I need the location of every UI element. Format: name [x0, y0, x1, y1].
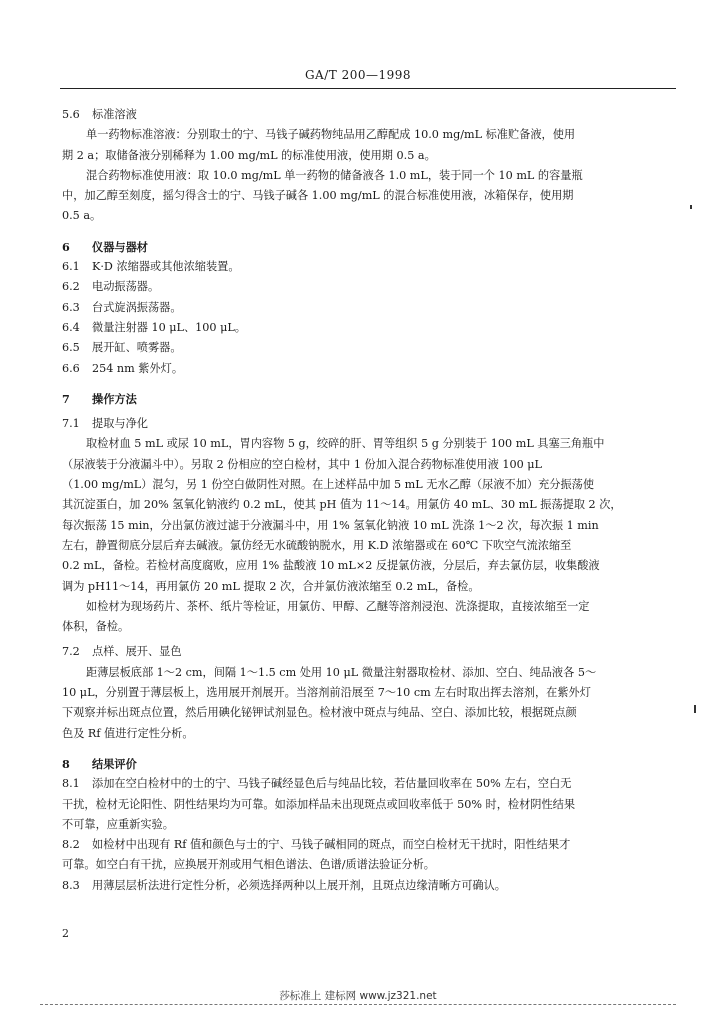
paragraph-line: 不可靠，应重新实验。: [62, 817, 174, 831]
section-number: 6.2: [62, 280, 80, 294]
section-number: 7.1: [62, 417, 80, 431]
section-title: 仪器与器材: [92, 239, 148, 254]
section-number: 6.6: [62, 361, 80, 375]
section-heading: [62, 414, 654, 434]
scan-mark: [694, 705, 696, 713]
paragraph-line: 其沉淀蛋白，加 20% 氢氧化钠液约 0.2 mL，使其 pH 值为 11～14。用氯仿 40 mL、30 mL 振荡提取 2 次，: [62, 498, 622, 512]
paragraph-line: 距薄层板底部 1～2 cm，间隔 1～1.5 cm 处用 10 μL 微量注射器取检材、添加、空白、纯品液各 5～: [86, 665, 597, 679]
list-item-text: 电动振荡器。: [92, 280, 160, 294]
paragraph-line: 0.2 mL，备检。若检材高度腐败，应用 1% 盐酸液 10 mL×2 反提氯仿液，分层后，弃去氯仿层，收集酸液: [62, 559, 600, 573]
paragraph-line: 调为 pH11～14，再用氯仿 20 mL 提取 2 次，合并氯仿液浓缩至 0.2 mL，备检。: [62, 579, 480, 593]
section-number: 6.3: [62, 300, 80, 314]
section-number: 7: [62, 391, 70, 406]
page-header: [0, 68, 716, 82]
section-heading: [62, 754, 654, 774]
paragraph-line: 每次振荡 15 min，分出氯仿液过滤于分液漏斗中，用 1% 氢氧化钠液 10 mL 洗涤 1～2 次，每次振 1 min: [62, 518, 599, 532]
section-title: 结果评价: [92, 756, 137, 771]
paragraph-line: 取检材血 5 mL 或尿 10 mL，胃内容物 5 g，绞碎的肝、胃等组织 5 g 分别装于 100 mL 具塞三角瓶中: [86, 437, 605, 451]
list-item: [62, 257, 654, 277]
list-item-text: 微量注射器 10 μL、100 μL。: [92, 320, 246, 334]
list-item-text: 254 nm 紫外灯。: [92, 361, 184, 375]
paragraph-line: 干扰，检材无论阳性、阴性结果均为可靠。如添加样品未出现斑点或回收率低于 50% 时，检材阴性结果: [62, 797, 576, 811]
list-item-text: 台式旋涡振荡器。: [92, 300, 182, 314]
section-number: 5.6: [62, 108, 80, 121]
paragraph-line: 期 2 a；取储备液分别稀释为 1.00 mg/mL 的标准使用液，使用期 0.5 a。: [62, 148, 436, 162]
paragraph-line: 单一药物标准溶液：分别取士的宁、马钱子碱药物纯品用乙醇配成 10.0 mg/mL 标准贮备液，使用: [86, 128, 576, 142]
paragraph-line: [62, 876, 654, 896]
paragraph-line: [62, 774, 654, 794]
paragraph-line: 体积，备检。: [62, 620, 130, 634]
scan-mark: [690, 205, 692, 209]
paragraph-line: 中，加乙醇至刻度，摇匀得含士的宁、马钱子碱各 1.00 mg/mL 的混合标准使用液，冰箱保存，使用期: [62, 189, 574, 203]
paragraph-line: 0.5 a。: [62, 209, 102, 223]
section-heading: [62, 642, 654, 662]
list-item: [62, 277, 654, 297]
section-title: 点样、展开、显色: [92, 645, 182, 659]
paragraph-line: 下观察并标出斑点位置，然后用碘化铋钾试剂显色。检材液中斑点与纯品、空白、添加比较，根据斑点颜: [62, 706, 577, 720]
paragraph-line: 色及 Rf 值进行定性分析。: [62, 726, 194, 740]
section-number: 6.1: [62, 260, 80, 274]
paragraph-line: [62, 835, 654, 855]
standard-code: GA/T 200—1998: [304, 68, 412, 82]
section-number: 6.4: [62, 320, 80, 334]
list-item: [62, 298, 654, 318]
watermark-footer: 莎标准上 建标网 www.jz321.net: [279, 990, 437, 1002]
paragraph-line: 混合药物标准使用液：取 10.0 mg/mL 单一药物的储备液各 1.0 mL，装于同一个 10 mL 的容量瓶: [86, 168, 583, 182]
footer-rule: [40, 1004, 676, 1005]
section-title: 标准溶液: [92, 108, 137, 121]
paragraph-line: 10 μL，分别置于薄层板上，选用展开剂展开。当溶剂前沿展至 7～10 cm 左右时取出挥去溶剂，在紫外灯: [62, 686, 591, 700]
document-body: [62, 100, 654, 896]
section-heading: [62, 105, 654, 125]
section-title: 提取与净化: [92, 417, 148, 431]
section-heading: [62, 389, 654, 409]
paragraph-line: 如检材为现场药片、茶杯、纸片等检证，用氯仿、甲醇、乙醚等溶剂浸泡、洗涤提取，直接浓缩至一定: [86, 599, 590, 613]
section-number: 6: [62, 239, 70, 254]
clause-text: 添加在空白检材中的士的宁、马钱子碱经显色后与纯品比较，若估量回收率在 50% 左右，空白无: [92, 777, 572, 791]
clause-text: 用薄层层析法进行定性分析，必须选择两种以上展开剂，且斑点边缘清晰方可确认。: [92, 878, 506, 892]
list-item: [62, 318, 654, 338]
section-heading: [62, 237, 654, 257]
clause-number: 8.1: [62, 777, 80, 791]
clause-number: 8.3: [62, 878, 80, 892]
list-item: [62, 359, 654, 379]
header-rule: [60, 88, 676, 89]
section-number: 7.2: [62, 645, 80, 659]
paragraph-line: （1.00 mg/mL）混匀，另 1 份空白做阴性对照。在上述样品中加 5 mL 无水乙醇（尿液不加）充分振荡使: [62, 478, 595, 492]
section-number: 6.5: [62, 341, 80, 355]
clause-number: 8.2: [62, 838, 80, 852]
list-item-text: 展开缸、喷雾器。: [92, 341, 182, 355]
list-item-text: K·D 浓缩器或其他浓缩装置。: [92, 260, 240, 274]
list-item: [62, 338, 654, 358]
page-number: 2: [62, 927, 69, 940]
clause-text: 如检材中出现有 Rf 值和颜色与士的宁、马钱子碱相同的斑点，而空白检材无干扰时，阳性结果才: [92, 838, 571, 852]
paragraph-line: 可靠。如空白有干扰，应换展开剂或用气相色谱法、色谱/质谱法验证分析。: [62, 858, 435, 872]
section-title: 操作方法: [92, 391, 137, 406]
paragraph-line: 左右，静置彻底分层后弃去碱液。氯仿经无水硫酸钠脱水，用 K.D 浓缩器或在 60℃ 下吹空气流浓缩至: [62, 538, 572, 552]
section-number: 8: [62, 756, 70, 771]
paragraph-line: （尿液装于分液漏斗中）。另取 2 份相应的空白检材，其中 1 份加入混合药物标准使用液 100 μL: [62, 457, 542, 471]
